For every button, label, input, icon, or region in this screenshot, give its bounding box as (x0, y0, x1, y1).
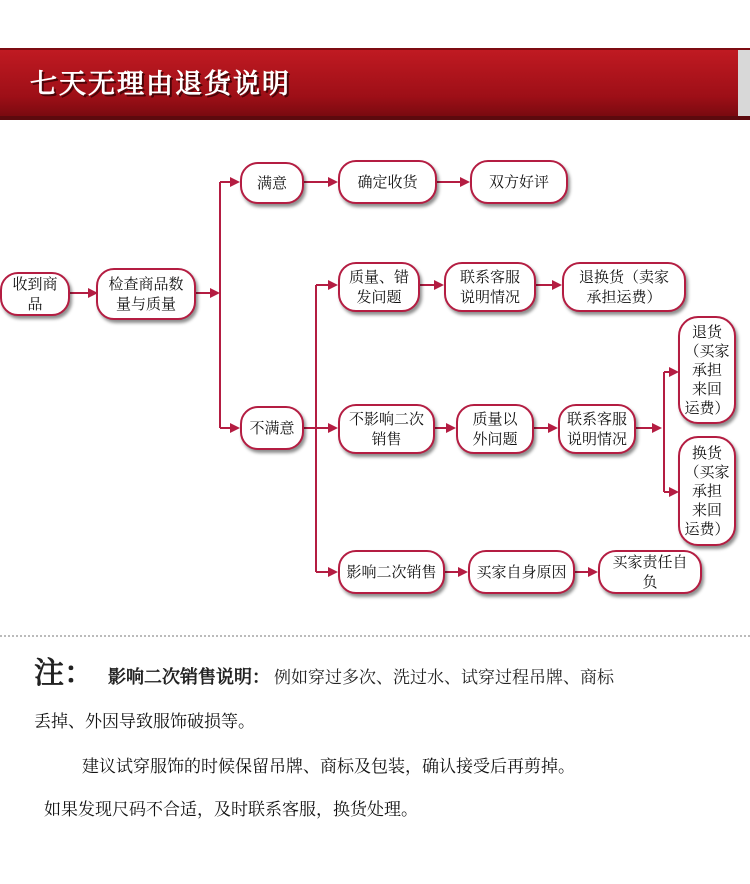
page-title: 七天无理由退货说明 (30, 69, 291, 100)
note-line-4: 如果发现尺码不合适，及时联系客服，换货处理。 (44, 800, 418, 820)
node-return-buyer-pays: 退货 （买家 承担 来回 运费） (678, 316, 736, 424)
note-line-2: 丢掉、外因导致服饰破损等。 (34, 712, 255, 732)
node-contact-cs-2: 联系客服 说明情况 (558, 404, 636, 454)
section-divider (0, 635, 750, 637)
note-line-3: 建议试穿服饰的时候保留吊牌、商标及包装，确认接受后再剪掉。 (82, 757, 575, 777)
node-no-resale-impact: 不影响二次 销售 (338, 404, 435, 454)
node-receive: 收到商品 (0, 272, 70, 316)
node-buyer-responsible: 买家责任自负 (598, 550, 702, 594)
node-mutual-praise: 双方好评 (470, 160, 568, 204)
node-affects-resale: 影响二次销售 (338, 550, 445, 594)
node-unsatisfied: 不满意 (240, 406, 304, 450)
node-non-quality: 质量以 外问题 (456, 404, 534, 454)
note-label: 注： (34, 656, 94, 691)
node-buyer-reason: 买家自身原因 (468, 550, 575, 594)
node-satisfied: 满意 (240, 162, 304, 204)
node-inspect: 检查商品数 量与质量 (96, 268, 196, 320)
node-return-seller-pays: 退换货（卖家 承担运费） (562, 262, 686, 312)
note-heading-line (34, 648, 614, 692)
node-confirm-receipt: 确定收货 (338, 160, 437, 204)
note-line-1: 例如穿过多次、洗过水、试穿过程吊牌、商标 (274, 668, 614, 688)
note-subheading: 影响二次销售说明： (108, 667, 270, 688)
node-exchange-buyer-pays: 换货 （买家 承担 来回 运费） (678, 436, 736, 546)
node-contact-cs-1: 联系客服 说明情况 (444, 262, 536, 312)
node-quality-error: 质量、错 发问题 (338, 262, 420, 312)
